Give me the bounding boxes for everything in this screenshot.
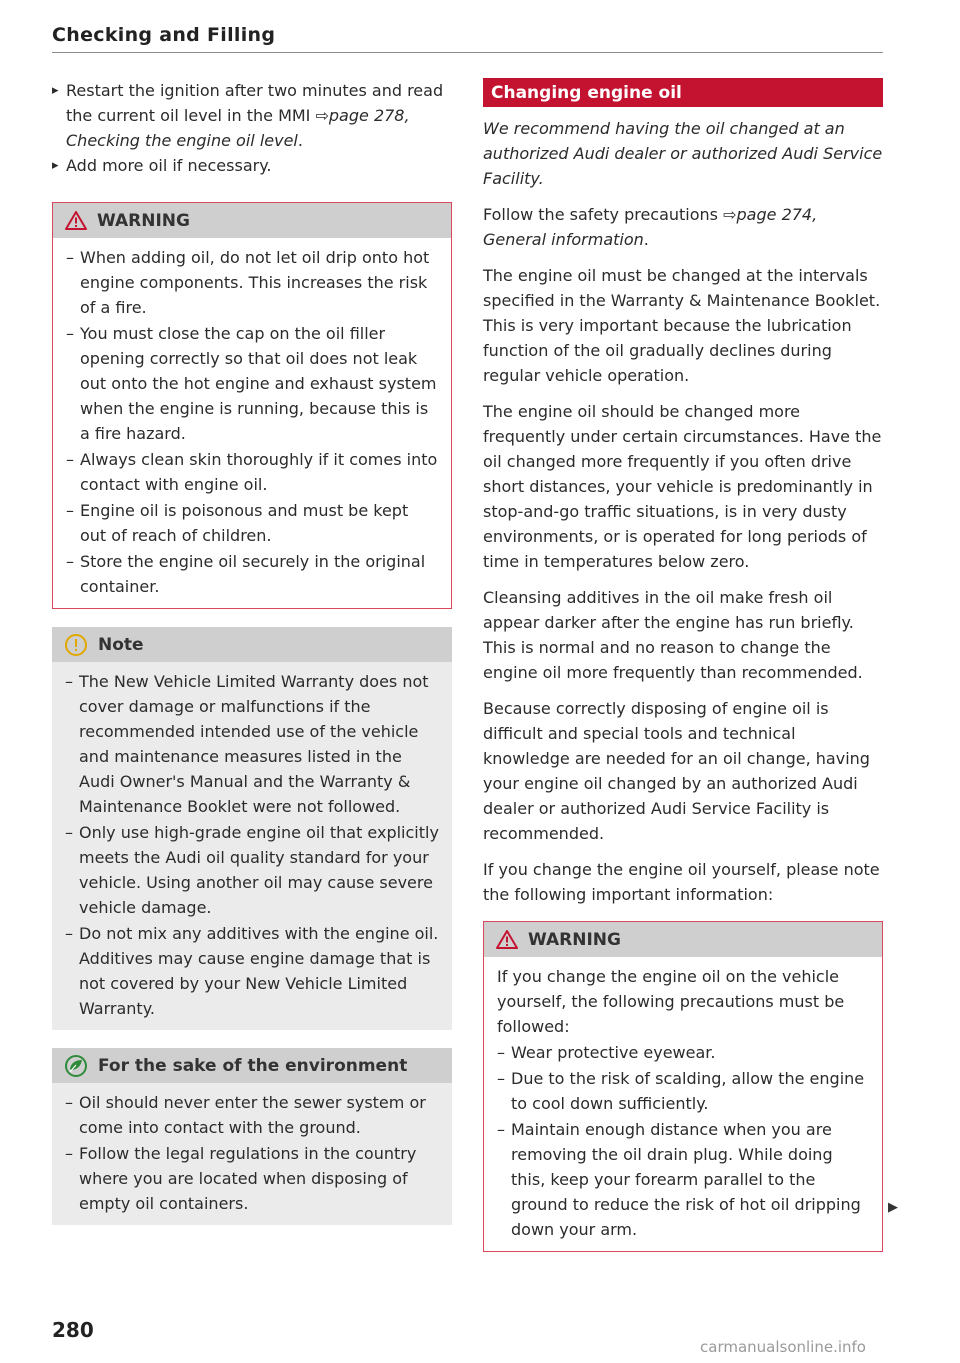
environment-box-header bbox=[52, 1048, 452, 1083]
list-item: – When adding oil, do not let oil drip onto hot engine components. This increases the risk of a fire. bbox=[53, 245, 439, 320]
list-item: – Engine oil is poisonous and must be kept out of reach of children. bbox=[53, 498, 439, 548]
list-item: – Maintain enough distance when you are removing the oil drain plug. While doing this, keep your forearm parallel to the ground to reduce the risk of hot oil dripping down your arm. bbox=[484, 1117, 870, 1242]
list-item: – Always clean skin thoroughly if it comes into contact with engine oil. bbox=[53, 447, 439, 497]
list-item: – The New Vehicle Limited Warranty does not cover damage or malfunctions if the recommended intended use of the vehicle and maintenance measures listed in the Audi Owner's Manual and the Warranty & Maintenance Booklet were not followed. bbox=[52, 669, 440, 819]
right-column bbox=[483, 78, 883, 1270]
warning-box-oil-change bbox=[483, 921, 883, 1252]
page-number: 280 bbox=[52, 1318, 94, 1342]
list-item: – You must close the cap on the oil filler opening correctly so that oil does not leak out onto the hot engine and exhaust system when the engine is running, because this is a fire hazard. bbox=[53, 321, 439, 446]
continue-arrow-icon: ▶ bbox=[888, 1200, 898, 1215]
note-box-title: Note bbox=[98, 634, 144, 655]
paragraph: Cleansing additives in the oil make fresh oil appear darker after the engine has run briefly. This is normal and no reason to change the engine oil more frequently than recommended. bbox=[483, 588, 863, 682]
paragraph: The engine oil should be changed more frequently under certain circumstances. Have the oil changed more frequently if you often drive short distances, your vehicle is predominantly in stop-and-go traffic situations, is in very dusty environments, or is operated for long periods of time in temperatures below zero. bbox=[483, 402, 882, 571]
warning-box-header bbox=[484, 922, 882, 957]
header-divider bbox=[52, 52, 883, 53]
warning-lead-text: If you change the engine oil on the vehicle yourself, the following precautions must be followed: bbox=[497, 967, 845, 1036]
environment-box-title: For the sake of the environment bbox=[98, 1055, 408, 1076]
environment-leaf-icon bbox=[64, 1054, 88, 1078]
list-item: – Due to the risk of scalding, allow the engine to cool down sufficiently. bbox=[484, 1066, 870, 1116]
paragraph: If you change the engine oil yourself, please note the following important information: bbox=[483, 860, 880, 904]
environment-box bbox=[52, 1048, 452, 1225]
paragraph: Because correctly disposing of engine oil is difficult and special tools and technical knowledge are needed for an oil change, having your engine oil changed by an authorized Audi dealer or authorized Audi Service Facility is recommended. bbox=[483, 699, 870, 843]
note-exclamation-icon bbox=[64, 633, 88, 657]
warning-triangle-icon bbox=[496, 930, 518, 949]
cross-reference-link[interactable]: page 278, Checking the engine oil level bbox=[66, 106, 410, 150]
section-heading-changing-engine-oil: Changing engine oil bbox=[483, 78, 883, 107]
intro-paragraph: We recommend having the oil changed at an authorized Audi dealer or authorized Audi Service Facility. bbox=[483, 119, 883, 188]
left-column bbox=[52, 78, 452, 1243]
warning-box-title: WARNING bbox=[97, 210, 190, 231]
safety-reference-paragraph: Follow the safety precautions ⇨page 274, General information. bbox=[483, 205, 818, 249]
note-box bbox=[52, 627, 452, 1030]
list-item: – Wear protective eyewear. bbox=[484, 1040, 870, 1065]
warning-box-title: WARNING bbox=[528, 929, 621, 950]
note-list bbox=[52, 669, 440, 1021]
warning-box-header bbox=[53, 203, 451, 238]
bullet-restart-ignition: ▸ Restart the ignition after two minutes and read the current oil level in the MMI ⇨page 278, Checking the engine oil level. bbox=[52, 78, 452, 153]
cross-reference-arrow-icon: ⇨ bbox=[723, 205, 737, 224]
warning-list bbox=[484, 1040, 870, 1242]
cross-reference-link[interactable]: page 274, General information bbox=[483, 205, 818, 249]
watermark: carmanualsonline.info bbox=[700, 1338, 866, 1356]
list-item: – Follow the legal regulations in the country where you are located when disposing of empty oil containers. bbox=[52, 1141, 440, 1216]
environment-list bbox=[52, 1090, 440, 1216]
page-header-title: Checking and Filling bbox=[52, 24, 276, 46]
paragraph: The engine oil must be changed at the intervals specified in the Warranty & Maintenance Booklet. This is very important because the lubrication function of the oil gradually declines during regular vehicle operation. bbox=[483, 266, 881, 385]
cross-reference-arrow-icon: ⇨ bbox=[315, 106, 329, 125]
list-item: – Store the engine oil securely in the original container. bbox=[53, 549, 439, 599]
warning-list bbox=[53, 245, 439, 599]
warning-triangle-icon bbox=[65, 211, 87, 230]
warning-box bbox=[52, 202, 452, 609]
bullet-add-oil: ▸ Add more oil if necessary. bbox=[52, 153, 452, 178]
list-item: – Oil should never enter the sewer system or come into contact with the ground. bbox=[52, 1090, 440, 1140]
list-item: – Do not mix any additives with the engine oil. Additives may cause engine damage that is not covered by your New Vehicle Limited Warranty. bbox=[52, 921, 440, 1021]
note-box-header bbox=[52, 627, 452, 662]
list-item: – Only use high-grade engine oil that explicitly meets the Audi oil quality standard for your vehicle. Using another oil may cause severe vehicle damage. bbox=[52, 820, 440, 920]
